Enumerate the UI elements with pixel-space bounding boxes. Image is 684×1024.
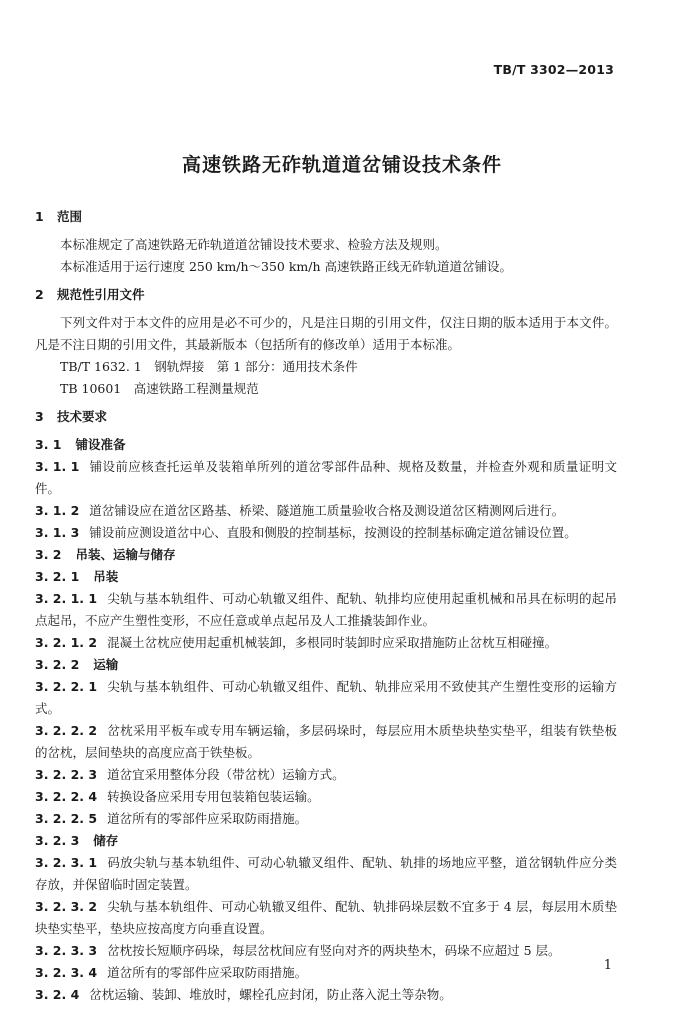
clause-item: [35, 588, 617, 632]
clause-number: 3. 2. 3. 2: [35, 899, 98, 914]
clause-item: [35, 764, 617, 786]
clause-text: 铺设前应测设道岔中心、直股和侧股的控制基标，按测设的控制基标确定道岔铺设位置。: [89, 525, 577, 540]
section-number: 2: [35, 287, 44, 302]
clause-item: [35, 456, 617, 500]
standard-code: TB/T 3302—2013: [493, 62, 614, 77]
clause-text: 混凝土岔枕应使用起重机械装卸，多根同时装卸时应采取措施防止岔枕互相碰撞。: [107, 635, 558, 650]
clause-item: [35, 962, 617, 984]
clause-text: 岔枕运输、装卸、堆放时，螺栓孔应封闭，防止落入泥土等杂物。: [89, 987, 452, 1002]
subsection-number: 3. 2: [35, 547, 62, 562]
page-number: 1: [603, 958, 612, 973]
reference-item: TB/T 1632. 1 钢轨焊接 第 1 部分：通用技术条件: [60, 359, 358, 374]
subsection-title: 运输: [93, 657, 119, 672]
clause-item: [35, 808, 617, 830]
subsection-number: 3. 2. 1: [35, 569, 80, 584]
subsection-title: 储存: [93, 833, 119, 848]
clause-item: [35, 522, 617, 544]
subsection-number: 3. 2. 2: [35, 657, 80, 672]
subsection-heading: [35, 830, 617, 852]
clause-text: 岔枕采用平板车或专用车辆运输，多层码垛时，每层应用木质垫块垫实垫平，组装有铁垫板的岔枕，层间垫块的高度应高于铁垫板。: [35, 723, 617, 760]
clause-text: 码放尖轨与基本轨组件、可动心轨辙叉组件、配轨、轨排的场地应平整，道岔钢轨件应分类存放，并保留临时固定装置。: [35, 855, 617, 892]
document-body: [35, 206, 617, 1006]
subsection-heading: [35, 544, 617, 566]
paragraph: 本标准规定了高速铁路无砟轨道道岔铺设技术要求、检验方法及规则。: [60, 237, 448, 252]
section-number: 1: [35, 209, 44, 224]
clause-text: 道岔宜采用整体分段（带岔枕）运输方式。: [107, 767, 345, 782]
clause-text: 道岔铺设应在道岔区路基、桥梁、隧道施工质量验收合格及测设道岔区精测网后进行。: [89, 503, 565, 518]
clause-text: 尖轨与基本轨组件、可动心轨辙叉组件、配轨、轨排应采用不致使其产生塑性变形的运输方式。: [35, 679, 617, 716]
section-1-heading: [35, 206, 617, 228]
clause-text: 道岔所有的零部件应采取防雨措施。: [107, 811, 308, 826]
clause-text: 尖轨与基本轨组件、可动心轨辙叉组件、配轨、轨排码垛层数不宜多于 4 层，每层用木质垫块垫实垫平，垫块应按高度方向垂直设置。: [35, 899, 617, 936]
clause-number: 3. 2. 2. 2: [35, 723, 98, 738]
clause-item: [35, 940, 617, 962]
subsection-heading: [35, 434, 617, 456]
clause-item: [35, 720, 617, 764]
clause-number: 3. 2. 3. 3: [35, 943, 98, 958]
clause-item: [35, 786, 617, 808]
reference-item: TB 10601 高速铁路工程测量规范: [60, 381, 259, 396]
clause-item: [35, 632, 617, 654]
paragraph: 本标准适用于运行速度 250 km/h～350 km/h 高速铁路正线无砟轨道道岔铺设。: [60, 259, 512, 274]
section-title: 规范性引用文件: [57, 287, 145, 302]
clause-number: 3. 2. 2. 5: [35, 811, 98, 826]
clause-text: 铺设前应核查托运单及装箱单所列的道岔零部件品种、规格及数量，并检查外观和质量证明文件。: [35, 459, 617, 496]
subsection-heading: [35, 654, 617, 676]
section-2-heading: [35, 284, 617, 306]
paragraph: 下列文件对于本文件的应用是必不可少的，凡是注日期的引用文件，仅注日期的版本适用于本文件。凡是不注日期的引用文件，其最新版本（包括所有的修改单）适用于本标准。: [35, 315, 617, 352]
document-title: 高速铁路无砟轨道道岔铺设技术条件: [181, 154, 502, 176]
section-title: 技术要求: [57, 409, 108, 424]
section-number: 3: [35, 409, 44, 424]
clause-number: 3. 2. 1. 2: [35, 635, 98, 650]
clause-number: 3. 2. 1. 1: [35, 591, 98, 606]
clause-text: 转换设备应采用专用包装箱包装运输。: [107, 789, 320, 804]
section-title: 范围: [57, 209, 83, 224]
subsection-heading: [35, 566, 617, 588]
clause-number: 3. 2. 2. 1: [35, 679, 98, 694]
section-3-heading: [35, 406, 617, 428]
clause-number: 3. 2. 2. 4: [35, 789, 98, 804]
clause-number: 3. 2. 2. 3: [35, 767, 98, 782]
clause-item: [35, 676, 617, 720]
subsection-title: 吊装、运输与储存: [75, 547, 176, 562]
clause-text: 岔枕按长短顺序码垛，每层岔枕间应有竖向对齐的两块垫木，码垛不应超过 5 层。: [107, 943, 561, 958]
clause-number: 3. 1. 2: [35, 503, 80, 518]
clause-number: 3. 2. 3. 1: [35, 855, 98, 870]
clause-number: 3. 2. 3. 4: [35, 965, 98, 980]
clause-item: [35, 852, 617, 896]
clause-text: 道岔所有的零部件应采取防雨措施。: [107, 965, 308, 980]
clause-text: 尖轨与基本轨组件、可动心轨辙叉组件、配轨、轨排均应使用起重机械和吊具在标明的起吊点起吊，不应产生塑性变形，不应任意或单点起吊及人工推撬装卸作业。: [35, 591, 617, 628]
clause-item: [35, 896, 617, 940]
subsection-title: 铺设准备: [75, 437, 126, 452]
clause-number: 3. 2. 4: [35, 987, 80, 1002]
clause-number: 3. 1. 1: [35, 459, 80, 474]
clause-item: [35, 500, 617, 522]
subsection-number: 3. 1: [35, 437, 62, 452]
clause-number: 3. 1. 3: [35, 525, 80, 540]
subsection-title: 吊装: [93, 569, 119, 584]
clause-item: [35, 984, 617, 1006]
subsection-number: 3. 2. 3: [35, 833, 80, 848]
